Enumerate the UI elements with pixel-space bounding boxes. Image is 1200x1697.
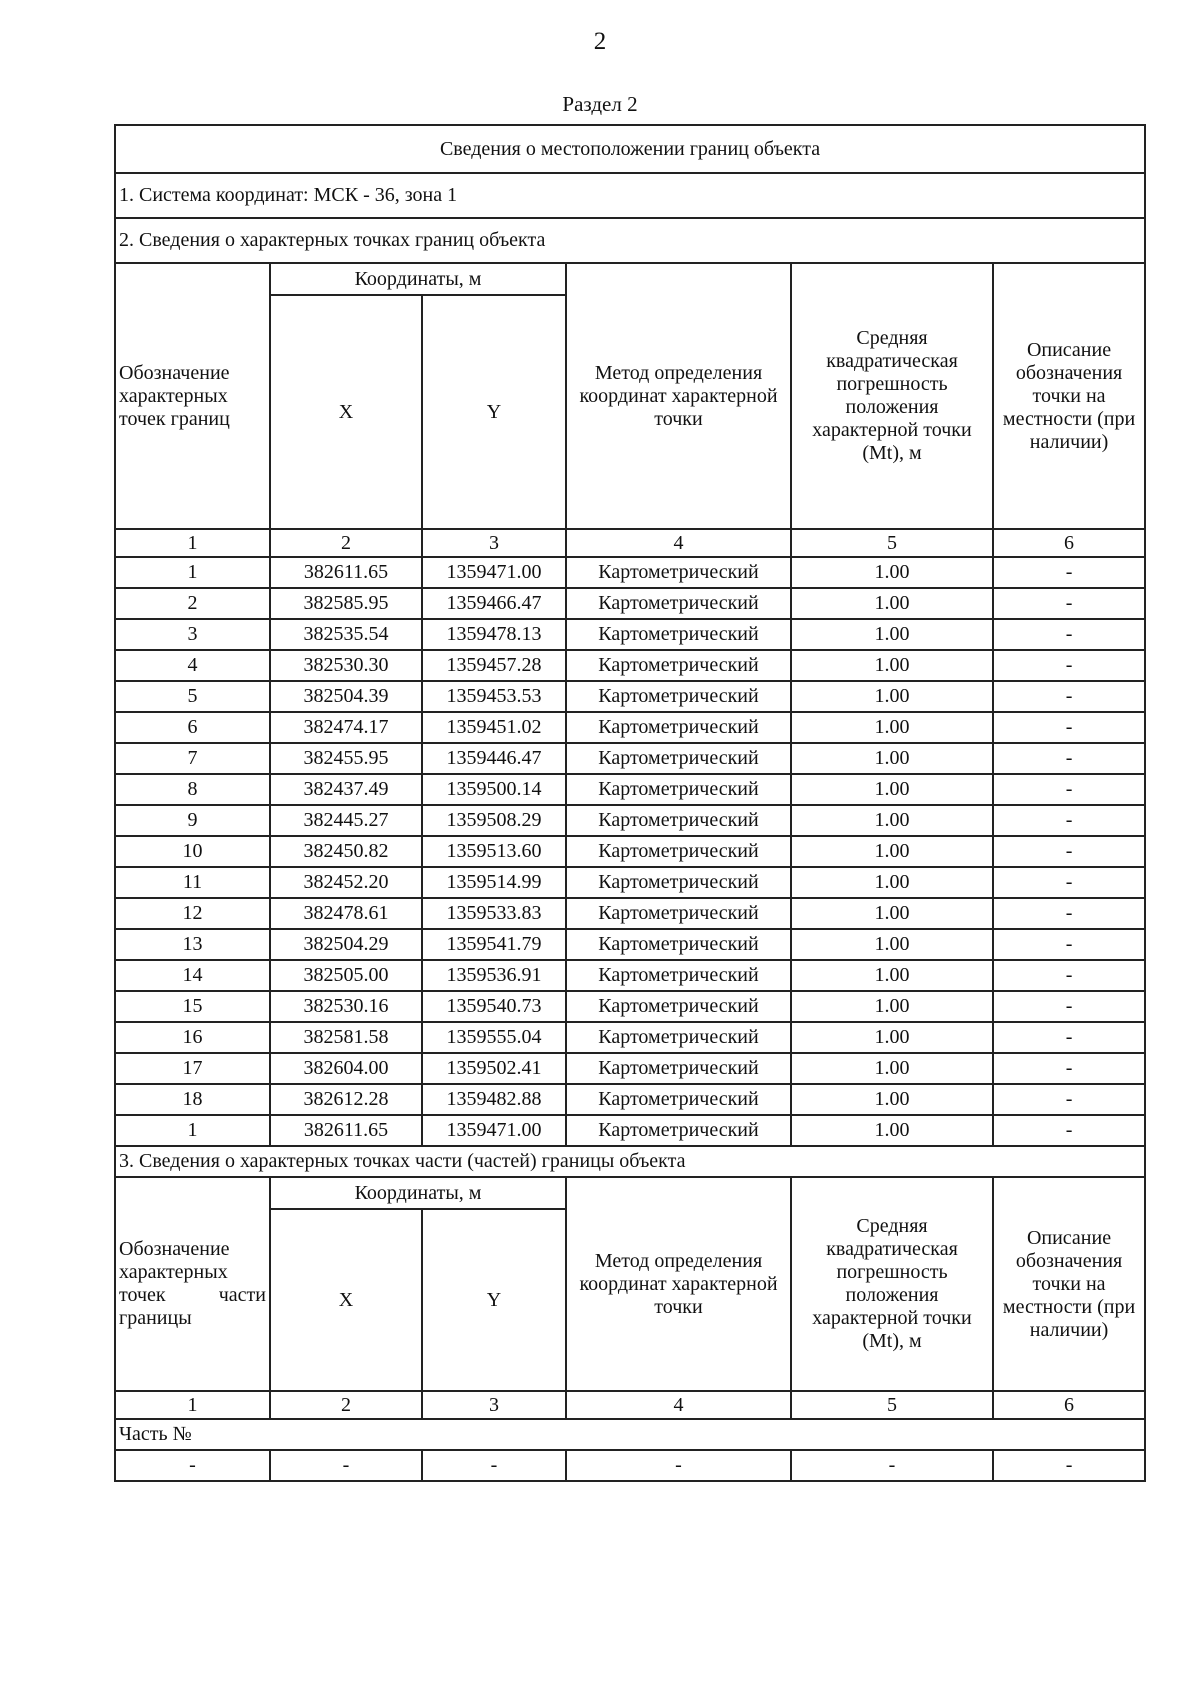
table-cell: - bbox=[993, 898, 1145, 929]
table-cell: 1359513.60 bbox=[422, 836, 566, 867]
table-cell: 1359533.83 bbox=[422, 898, 566, 929]
table-cell: Картометрический bbox=[566, 619, 791, 650]
table-cell: 1359541.79 bbox=[422, 929, 566, 960]
table-cell: 1.00 bbox=[791, 774, 993, 805]
table-cell: 10 bbox=[115, 836, 270, 867]
section2-heading: 2. Сведения о характерных точках границ объекта bbox=[115, 218, 1145, 263]
table-cell: - bbox=[993, 650, 1145, 681]
section3-col-point: Обозначение характерных точек части границы bbox=[115, 1177, 270, 1391]
table-cell: - bbox=[993, 619, 1145, 650]
table-cell: 1.00 bbox=[791, 743, 993, 774]
section2-col-desc: Описание обозначения точки на местности (при наличии) bbox=[993, 263, 1145, 529]
section2-col-y: Y bbox=[422, 295, 566, 529]
page-number: 2 bbox=[593, 28, 607, 55]
table-cell: - bbox=[993, 588, 1145, 619]
table-cell: - bbox=[993, 1450, 1145, 1481]
table-cell: Картометрический bbox=[566, 1022, 791, 1053]
table-cell: 1.00 bbox=[791, 681, 993, 712]
table-cell: 382530.16 bbox=[270, 991, 422, 1022]
table-cell: 382611.65 bbox=[270, 1115, 422, 1146]
table-cell: Картометрический bbox=[566, 712, 791, 743]
table-cell: 382530.30 bbox=[270, 650, 422, 681]
table-cell: Картометрический bbox=[566, 1115, 791, 1146]
table-row bbox=[115, 836, 1145, 867]
part-label: Часть № bbox=[115, 1419, 1145, 1450]
table-cell: - bbox=[993, 1084, 1145, 1115]
table-cell: 382604.00 bbox=[270, 1053, 422, 1084]
table-cell: 2 bbox=[115, 588, 270, 619]
table-row bbox=[115, 774, 1145, 805]
table-cell: 1359471.00 bbox=[422, 1115, 566, 1146]
section2-col-number: 6 bbox=[993, 529, 1145, 557]
table-row bbox=[115, 1053, 1145, 1084]
table-body bbox=[115, 125, 1145, 1481]
table-cell: 382450.82 bbox=[270, 836, 422, 867]
table-cell: 12 bbox=[115, 898, 270, 929]
table-cell: Картометрический bbox=[566, 650, 791, 681]
section2-col-number: 3 bbox=[422, 529, 566, 557]
section3-col-number: 3 bbox=[422, 1391, 566, 1419]
table-cell: 1359514.99 bbox=[422, 867, 566, 898]
section3-col-coords: Координаты, м bbox=[270, 1177, 566, 1209]
table-cell: - bbox=[115, 1450, 270, 1481]
table-cell: Картометрический bbox=[566, 743, 791, 774]
table-row bbox=[115, 650, 1145, 681]
table-row bbox=[115, 681, 1145, 712]
table-cell: - bbox=[993, 774, 1145, 805]
section2-col-number: 1 bbox=[115, 529, 270, 557]
table-cell: - bbox=[422, 1450, 566, 1481]
table-cell: - bbox=[993, 805, 1145, 836]
section2-col-coords: Координаты, м bbox=[270, 263, 566, 295]
table-cell: - bbox=[791, 1450, 993, 1481]
table-cell: - bbox=[993, 557, 1145, 588]
table-cell: 3 bbox=[115, 619, 270, 650]
table-cell: 1.00 bbox=[791, 619, 993, 650]
section3-col-method: Метод определения координат характерной точки bbox=[566, 1177, 791, 1391]
table-cell: 1.00 bbox=[791, 960, 993, 991]
table-cell: 382611.65 bbox=[270, 557, 422, 588]
table-cell: Картометрический bbox=[566, 1084, 791, 1115]
table-cell: 1359502.41 bbox=[422, 1053, 566, 1084]
table-cell: 1359453.53 bbox=[422, 681, 566, 712]
table-cell: 14 bbox=[115, 960, 270, 991]
table-cell: 9 bbox=[115, 805, 270, 836]
table-cell: Картометрический bbox=[566, 929, 791, 960]
table-row bbox=[115, 805, 1145, 836]
table-cell: 4 bbox=[115, 650, 270, 681]
table-cell: 382445.27 bbox=[270, 805, 422, 836]
section3-col-x: X bbox=[270, 1209, 422, 1391]
table-cell: 16 bbox=[115, 1022, 270, 1053]
table-row bbox=[115, 557, 1145, 588]
table-cell: 15 bbox=[115, 991, 270, 1022]
section2-col-method: Метод определения координат характерной точки bbox=[566, 263, 791, 529]
table-cell: 18 bbox=[115, 1084, 270, 1115]
table-cell: 1359451.02 bbox=[422, 712, 566, 743]
table-cell: - bbox=[993, 681, 1145, 712]
table-row bbox=[115, 991, 1145, 1022]
section3-col-error: Средняя квадратическая погрешность положения характерной точки (Mt), м bbox=[791, 1177, 993, 1391]
section2-col-x: X bbox=[270, 295, 422, 529]
table-row bbox=[115, 1450, 1145, 1481]
table-cell: - bbox=[993, 1115, 1145, 1146]
table-cell: 1.00 bbox=[791, 805, 993, 836]
table-cell: 1.00 bbox=[791, 836, 993, 867]
section3-heading: 3. Сведения о характерных точках части (частей) границы объекта bbox=[115, 1146, 1145, 1177]
section3-col-number: 2 bbox=[270, 1391, 422, 1419]
table-cell: 382478.61 bbox=[270, 898, 422, 929]
table-cell: 1359466.47 bbox=[422, 588, 566, 619]
table-row bbox=[115, 867, 1145, 898]
table-cell: 1359500.14 bbox=[422, 774, 566, 805]
table-cell: 11 bbox=[115, 867, 270, 898]
table-cell: 382455.95 bbox=[270, 743, 422, 774]
table-cell: 1359457.28 bbox=[422, 650, 566, 681]
table-cell: 1359446.47 bbox=[422, 743, 566, 774]
table-cell: Картометрический bbox=[566, 557, 791, 588]
table-cell: Картометрический bbox=[566, 991, 791, 1022]
table-cell: 382504.29 bbox=[270, 929, 422, 960]
table-cell: 1.00 bbox=[791, 991, 993, 1022]
table-row bbox=[115, 619, 1145, 650]
table-cell: 1.00 bbox=[791, 1115, 993, 1146]
table-cell: 8 bbox=[115, 774, 270, 805]
section3-col-y: Y bbox=[422, 1209, 566, 1391]
table-cell: - bbox=[993, 929, 1145, 960]
section2-col-number: 5 bbox=[791, 529, 993, 557]
table-cell: 1.00 bbox=[791, 650, 993, 681]
table-cell: 1359471.00 bbox=[422, 557, 566, 588]
table-cell: - bbox=[566, 1450, 791, 1481]
section2-col-point: Обозначение характерных точек границ bbox=[115, 263, 270, 529]
table-cell: 1.00 bbox=[791, 898, 993, 929]
table-cell: 1.00 bbox=[791, 588, 993, 619]
table-cell: - bbox=[993, 1022, 1145, 1053]
table-cell: 1.00 bbox=[791, 1084, 993, 1115]
table-cell: 382505.00 bbox=[270, 960, 422, 991]
table-cell: 1359508.29 bbox=[422, 805, 566, 836]
table-cell: - bbox=[270, 1450, 422, 1481]
table-cell: - bbox=[993, 867, 1145, 898]
table-cell: - bbox=[993, 712, 1145, 743]
table-cell: Картометрический bbox=[566, 898, 791, 929]
table-cell: 1359540.73 bbox=[422, 991, 566, 1022]
section2-col-number: 4 bbox=[566, 529, 791, 557]
table-cell: Картометрический bbox=[566, 774, 791, 805]
table-cell: 1.00 bbox=[791, 1022, 993, 1053]
table-cell: 382504.39 bbox=[270, 681, 422, 712]
table-cell: 13 bbox=[115, 929, 270, 960]
table-cell: Картометрический bbox=[566, 681, 791, 712]
table-cell: - bbox=[993, 1053, 1145, 1084]
table-cell: Картометрический bbox=[566, 588, 791, 619]
table-row bbox=[115, 712, 1145, 743]
table-cell: 1 bbox=[115, 1115, 270, 1146]
table-title: Сведения о местоположении границ объекта bbox=[115, 125, 1145, 173]
table-row bbox=[115, 743, 1145, 774]
boundary-table bbox=[114, 124, 1146, 1482]
table-cell: 382585.95 bbox=[270, 588, 422, 619]
table-row bbox=[115, 588, 1145, 619]
section3-col-number: 6 bbox=[993, 1391, 1145, 1419]
table-row bbox=[115, 1084, 1145, 1115]
section3-col-desc: Описание обозначения точки на местности (при наличии) bbox=[993, 1177, 1145, 1391]
table-cell: 1359536.91 bbox=[422, 960, 566, 991]
table-cell: Картометрический bbox=[566, 836, 791, 867]
coord-system: 1. Система координат: МСК - 36, зона 1 bbox=[115, 173, 1145, 218]
table-cell: 382437.49 bbox=[270, 774, 422, 805]
table-cell: 1.00 bbox=[791, 712, 993, 743]
table-cell: 382581.58 bbox=[270, 1022, 422, 1053]
table-cell: 1.00 bbox=[791, 557, 993, 588]
table-cell: 382612.28 bbox=[270, 1084, 422, 1115]
table-cell: 5 bbox=[115, 681, 270, 712]
section3-col-number: 5 bbox=[791, 1391, 993, 1419]
table-cell: Картометрический bbox=[566, 867, 791, 898]
table-cell: 6 bbox=[115, 712, 270, 743]
table-cell: - bbox=[993, 960, 1145, 991]
section3-col-number: 4 bbox=[566, 1391, 791, 1419]
table-cell: Картометрический bbox=[566, 1053, 791, 1084]
table-cell: Картометрический bbox=[566, 960, 791, 991]
table-cell: 1.00 bbox=[791, 929, 993, 960]
table-cell: 1359478.13 bbox=[422, 619, 566, 650]
table-row bbox=[115, 898, 1145, 929]
section3-col-number: 1 bbox=[115, 1391, 270, 1419]
table-row bbox=[115, 929, 1145, 960]
table-cell: - bbox=[993, 836, 1145, 867]
table-cell: 17 bbox=[115, 1053, 270, 1084]
table-cell: 7 bbox=[115, 743, 270, 774]
table-cell: - bbox=[993, 743, 1145, 774]
section2-col-error: Средняя квадратическая погрешность положения характерной точки (Mt), м bbox=[791, 263, 993, 529]
table-row bbox=[115, 1022, 1145, 1053]
table-cell: - bbox=[993, 991, 1145, 1022]
section-label: Раздел 2 bbox=[562, 92, 638, 116]
table-cell: 1.00 bbox=[791, 1053, 993, 1084]
table-row bbox=[115, 960, 1145, 991]
table-cell: 1359482.88 bbox=[422, 1084, 566, 1115]
table-row bbox=[115, 1115, 1145, 1146]
table-cell: 1 bbox=[115, 557, 270, 588]
table-cell: 382535.54 bbox=[270, 619, 422, 650]
table-cell: 1.00 bbox=[791, 867, 993, 898]
table-cell: 382452.20 bbox=[270, 867, 422, 898]
table-cell: 382474.17 bbox=[270, 712, 422, 743]
table-cell: Картометрический bbox=[566, 805, 791, 836]
section2-col-number: 2 bbox=[270, 529, 422, 557]
table-cell: 1359555.04 bbox=[422, 1022, 566, 1053]
